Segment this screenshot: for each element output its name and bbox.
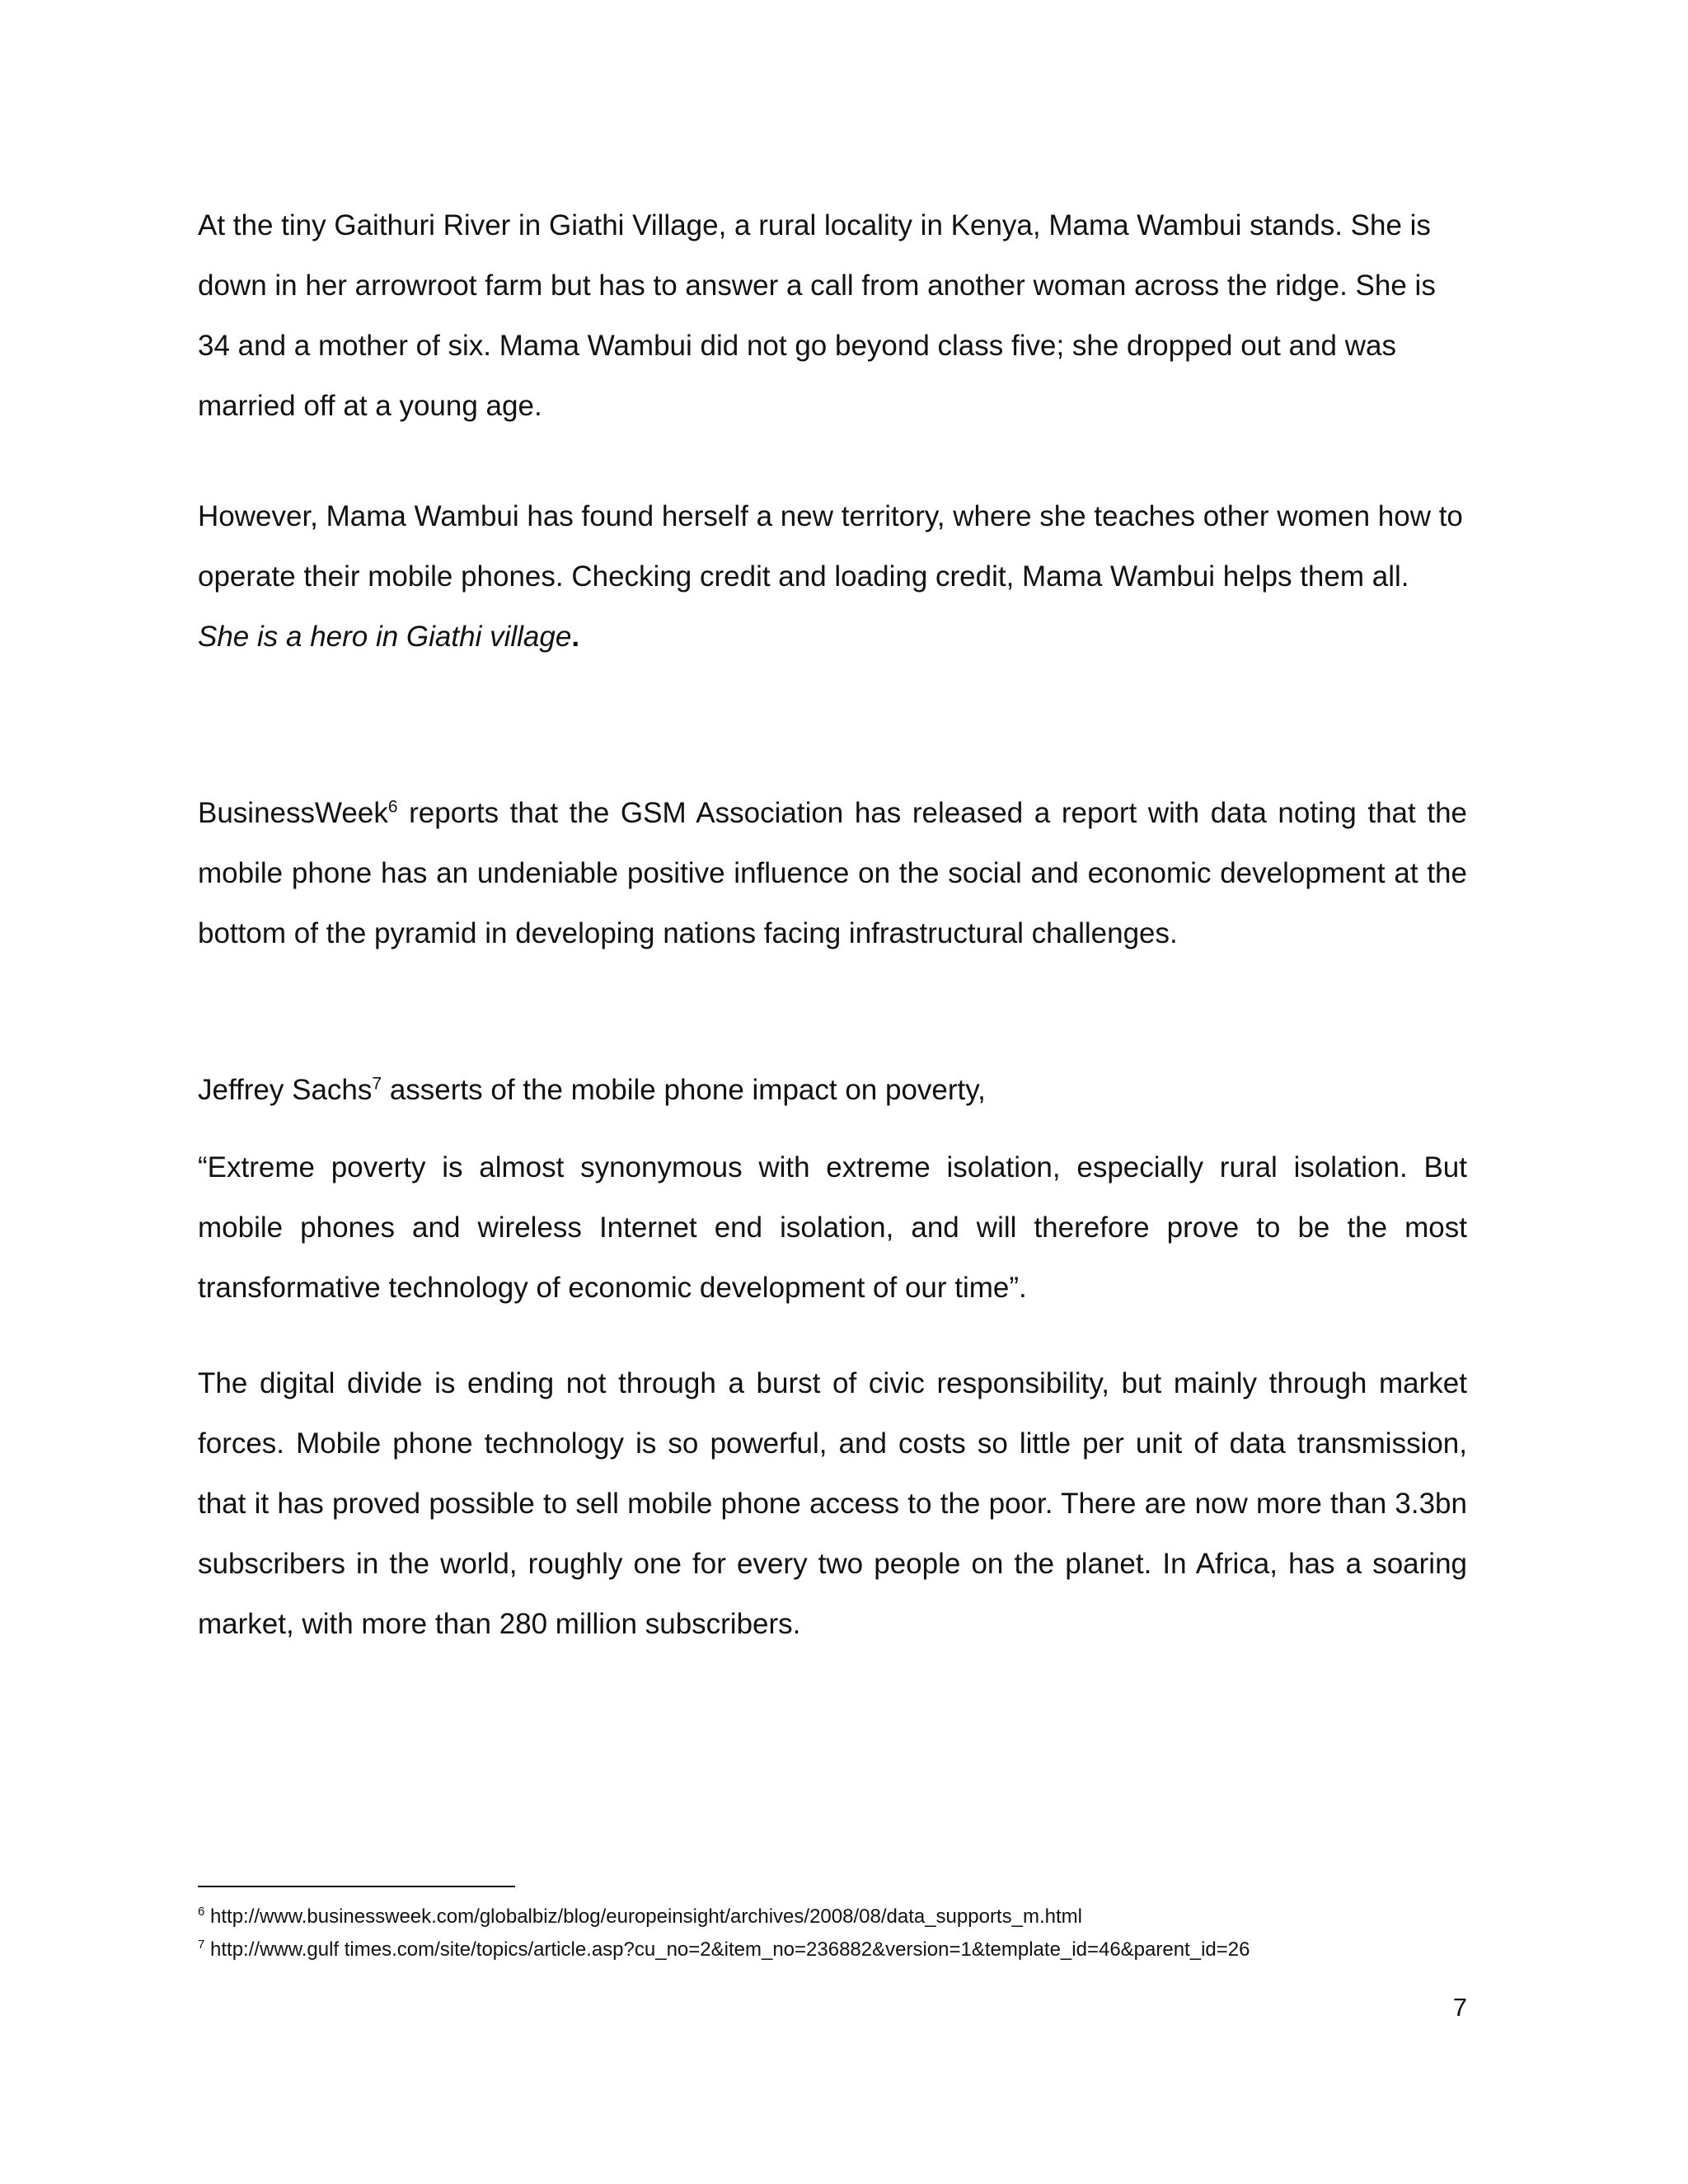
paragraph-mama-wambui-teacher [198, 486, 1467, 667]
paragraph-mama-wambui-intro [198, 195, 1467, 436]
footnote-url: http://www.businessweek.com/globalbiz/blog/europeinsight/archives/2008/08/data_supports_m.html [210, 1905, 1082, 1928]
paragraph-text: At the tiny Gaithuri River in Giathi Village, a rural locality in Kenya, Mama Wambui stands. She is down in her arrowroot farm but has to answer a call from another woman across the ridge. She is 34 and a mother of six. Mama Wambui did not go beyond class five; she dropped out and was married off at a young age. [198, 209, 1436, 422]
paragraph-text: The digital divide is ending not through a burst of civic responsibility, but mainly through market forces. Mobile phone technology is so powerful, and costs so little per unit of data transmission, that it has proved possible to sell mobile phone access to the poor. There are now more than 3.3bn subscribers in the world, roughly one for every two people on the planet. In Africa, has a soaring market, with more than 280 million subscribers. [198, 1367, 1467, 1640]
footnote-url: http://www.gulf times.com/site/topics/article.asp?cu_no=2&item_no=236882&version=1&template_id=46&parent_id=26 [210, 1938, 1250, 1961]
quote-text: “Extreme poverty is almost synonymous with extreme isolation, especially rural isolation. But mobile phones and wireless Internet end isolation, and will therefore prove to be the most transformative technology of economic development of our time”. [198, 1151, 1467, 1304]
paragraph-digital-divide [198, 1353, 1467, 1654]
paragraph-jeffrey-sachs-intro [198, 1060, 1467, 1120]
paragraph-text: reports that the GSM Association has released a report with data noting that the mobile phone has an undeniable positive influence on the social and economic development at the bottom of the pyramid in developing nations facing infrastructural challenges. [198, 797, 1467, 949]
source-name: BusinessWeek [198, 797, 388, 829]
paragraph-text: asserts of the mobile phone impact on poverty, [382, 1074, 986, 1106]
footnote-number: 7 [198, 1938, 205, 1952]
footnote-separator [198, 1886, 515, 1887]
quote-jeffrey-sachs [198, 1137, 1467, 1318]
page-number: 7 [1452, 1993, 1467, 2022]
italic-emphasis: She is a hero in Giathi village [198, 621, 572, 653]
person-name: Jeffrey Sachs [198, 1074, 373, 1106]
paragraph-businessweek-report [198, 783, 1467, 963]
footnote-number: 6 [198, 1905, 205, 1919]
paragraph-text: However, Mama Wambui has found herself a new territory, where she teaches other women how to operate their mobile phones. Checking credit and loading credit, Mama Wambui helps them all. [198, 500, 1463, 593]
bold-period: . [571, 621, 580, 653]
footnote-ref-6: 6 [387, 797, 398, 817]
footnote-ref-7: 7 [372, 1074, 382, 1094]
footnote-7 [198, 1936, 1484, 1964]
footnote-6 [198, 1903, 1484, 1931]
